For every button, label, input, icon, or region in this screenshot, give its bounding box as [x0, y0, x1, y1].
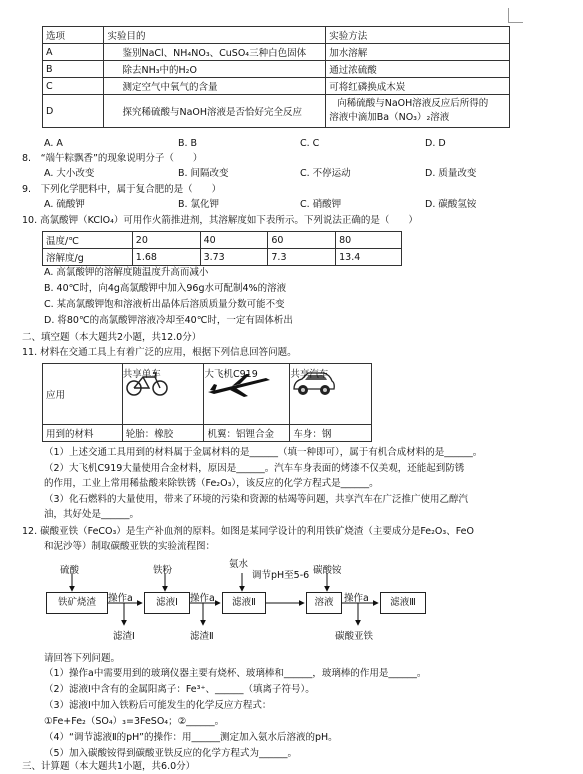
table-cell: 20: [132, 232, 200, 249]
q10-option-a[interactable]: A. 高氯酸钾的溶解度随温度升高而减小: [44, 267, 209, 278]
table-cell: 1.68: [132, 249, 200, 266]
table-cell: 溶解度/g: [43, 249, 133, 266]
q8-option-b[interactable]: B. 间隔改变: [178, 168, 229, 179]
table-cell: 轮胎：橡胶: [122, 425, 204, 442]
q11-sub-3b: 油，其好处是______。: [44, 509, 140, 520]
table-row: [43, 95, 510, 128]
q8-option-d[interactable]: D. 质量改变: [425, 168, 477, 179]
section-heading: 二、填空题（本大题共2小题，共12.0分）: [22, 332, 202, 343]
app-label: 共享汽车: [290, 369, 329, 380]
page-corner-mark: [508, 8, 523, 23]
q11-sub-2b: 的作用，工业上常用稀盐酸来除铁锈（Fe₂O₃），该反应的化学方程式是______。: [44, 478, 379, 489]
table-cell: 实验目的: [104, 27, 326, 44]
table-cell: [290, 364, 372, 425]
q9-option-d[interactable]: D. 碳酸氢铵: [425, 199, 477, 210]
q10-option-d[interactable]: D. 将80℃的高氯酸钾溶液冷却至40℃时，一定有固体析出: [44, 315, 293, 326]
reagent-label: 铁粉: [153, 565, 173, 576]
flow-box: 滤液Ⅲ: [380, 592, 426, 614]
table-cell: 实验方法: [326, 27, 510, 44]
q10-stem: 10. 高氯酸钾（KClO₄）可用作火箭推进剂，其溶解度如下表所示。下列说法正确的是（ ）: [22, 215, 418, 226]
q12-sub-5: （5）加入碳酸铵得到碳酸亚铁反应的化学方程式为______。: [44, 748, 298, 759]
table-cell: 探究稀硫酸与NaOH溶液是否恰好完全反应: [104, 95, 326, 128]
residue-label: 碳酸亚铁: [335, 631, 374, 642]
table-cell: 通过浓硫酸: [326, 61, 510, 78]
op-label: 操作a: [344, 593, 369, 604]
table-cell: 80: [336, 232, 402, 249]
q12-prompt: 请回答下列问题。: [44, 653, 121, 664]
table-row: [43, 249, 402, 266]
table-cell: 选项: [43, 27, 104, 44]
table-row: [43, 61, 510, 78]
q12-sub-2: （2）滤液Ⅰ中含有的金属阳离子：Fe³⁺、______（填离子符号）。: [44, 684, 315, 695]
table-row: [43, 364, 372, 425]
q7-option-a[interactable]: A. A: [44, 138, 63, 149]
q9-option-a[interactable]: A. 硫酸钾: [44, 199, 85, 210]
table-cell: 60: [268, 232, 336, 249]
reagent-label: 硫酸: [60, 565, 80, 576]
table-cell: 用到的材料: [43, 425, 123, 442]
method-line: 向稀硫酸与NaOH溶液反应后所得的: [337, 98, 489, 109]
q12-stem-2: 和泥沙等）制取碳酸亚铁的实验流程图：: [44, 541, 216, 552]
flow-box: 滤液Ⅰ: [144, 592, 190, 614]
q9-option-b[interactable]: B. 氯化钾: [178, 199, 220, 210]
q8-option-c[interactable]: C. 不停运动: [300, 168, 351, 179]
section-heading: 三、计算题（本大题共1小题，共6.0分）: [22, 761, 196, 772]
table-row: [43, 44, 510, 61]
table-cell: 40: [200, 232, 268, 249]
q12-sub-3: （3）滤液Ⅰ中加入铁粉后可能发生的化学反应方程式：: [44, 700, 272, 711]
reagent-label: 碳酸铵: [313, 565, 342, 576]
table-row: [43, 78, 510, 95]
table-cell: 机翼：铝锂合金: [204, 425, 290, 442]
table-cell: [326, 95, 510, 128]
q9-option-c[interactable]: C. 硝酸钾: [300, 199, 342, 210]
q10-option-b[interactable]: B. 40℃时，向4g高氯酸钾中加入96g水可配制4%的溶液: [44, 283, 287, 294]
q12-sub-3b: ①Fe+Fe₂（SO₄）₃=3FeSO₄；②______。: [44, 716, 225, 727]
table-cell: 应用: [43, 364, 123, 425]
q7-option-b[interactable]: B. B: [178, 138, 198, 149]
app-label: 大飞机C919: [204, 369, 258, 380]
table-cell: 加水溶解: [326, 44, 510, 61]
q11-stem: 11. 材料在交通工具上有着广泛的应用，根据下列信息回答问题。: [22, 347, 297, 358]
q9-stem: 9. 下列化学肥料中，属于复合肥的是（ ）: [22, 184, 222, 195]
table-cell: B: [43, 61, 104, 78]
table-cell: 除去NH₃中的H₂O: [104, 61, 326, 78]
table-row: [43, 425, 372, 442]
q11-sub-2: （2）大飞机C919大量使用合金材料，原因是______。汽车车身表面的烤漆不仅美观，还能起到防锈: [44, 463, 465, 474]
q7-table: [42, 26, 510, 128]
q12-stem: 12. 碳酸亚铁（FeCO₃）是生产补血剂的原料。如图是某同学设计的利用铁矿烧渣（主要成分是Fe₂O₃、FeO: [22, 526, 474, 537]
table-row: [43, 232, 402, 249]
table-cell: 测定空气中氧气的含量: [104, 78, 326, 95]
q7-option-c[interactable]: C. C: [300, 138, 320, 149]
q11-sub-1: （1）上述交通工具用到的材料属于金属材料的是______（填一种即可），属于有机合成材料的是______。: [44, 447, 483, 458]
table-cell: 3.73: [200, 249, 268, 266]
table-cell: [204, 364, 290, 425]
solubility-table: [42, 231, 402, 266]
method-line: 溶液中滴加Ba（NO₃）₂溶液: [329, 112, 450, 123]
table-row: [43, 27, 510, 44]
residue-label: 滤渣Ⅰ: [113, 631, 135, 642]
q8-option-a[interactable]: A. 大小改变: [44, 168, 95, 179]
table-cell: 温度/℃: [43, 232, 133, 249]
table-cell: [122, 364, 204, 425]
flow-box: 滤液Ⅱ: [222, 592, 266, 614]
reagent-label: 调节pH至5-6: [252, 570, 310, 581]
q11-sub-3: （3）化石燃料的大量使用，带来了环境的污染和资源的枯竭等问题，共享汽车在广泛推广使用乙醇汽: [44, 494, 469, 505]
table-cell: 鉴别NaCl、NH₄NO₃、CuSO₄三种白色固体: [104, 44, 326, 61]
table-cell: D: [43, 95, 104, 128]
table-cell: 7.3: [268, 249, 336, 266]
q10-option-c[interactable]: C. 某高氯酸钾饱和溶液析出晶体后溶质质量分数可能不变: [44, 299, 285, 310]
table-cell: C: [43, 78, 104, 95]
app-label: 共享单车: [122, 369, 161, 380]
q11-table: [42, 363, 372, 442]
q12-sub-4: （4）“调节滤液Ⅱ的pH”的操作：用______测定加入氨水后溶液的pH。: [44, 732, 338, 743]
table-cell: A: [43, 44, 104, 61]
q7-option-d[interactable]: D. D: [425, 138, 446, 149]
table-cell: 13.4: [336, 249, 402, 266]
table-cell: 车身：钢: [290, 425, 372, 442]
flow-box: 溶液: [306, 592, 342, 614]
op-label: 操作a: [108, 593, 133, 604]
residue-label: 滤渣Ⅱ: [190, 631, 214, 642]
table-cell: 可将红磷换成木炭: [326, 78, 510, 95]
reagent-label: 氨水: [229, 559, 249, 570]
q8-stem: 8. “端午粽飘香”的现象说明分子（ ）: [22, 153, 203, 164]
flow-box: 铁矿烧渣: [46, 592, 108, 614]
q12-sub-1: （1）操作a中需要用到的玻璃仪器主要有烧杯、玻璃棒和______，玻璃棒的作用是______。: [44, 668, 427, 679]
op-label: 操作a: [190, 593, 215, 604]
